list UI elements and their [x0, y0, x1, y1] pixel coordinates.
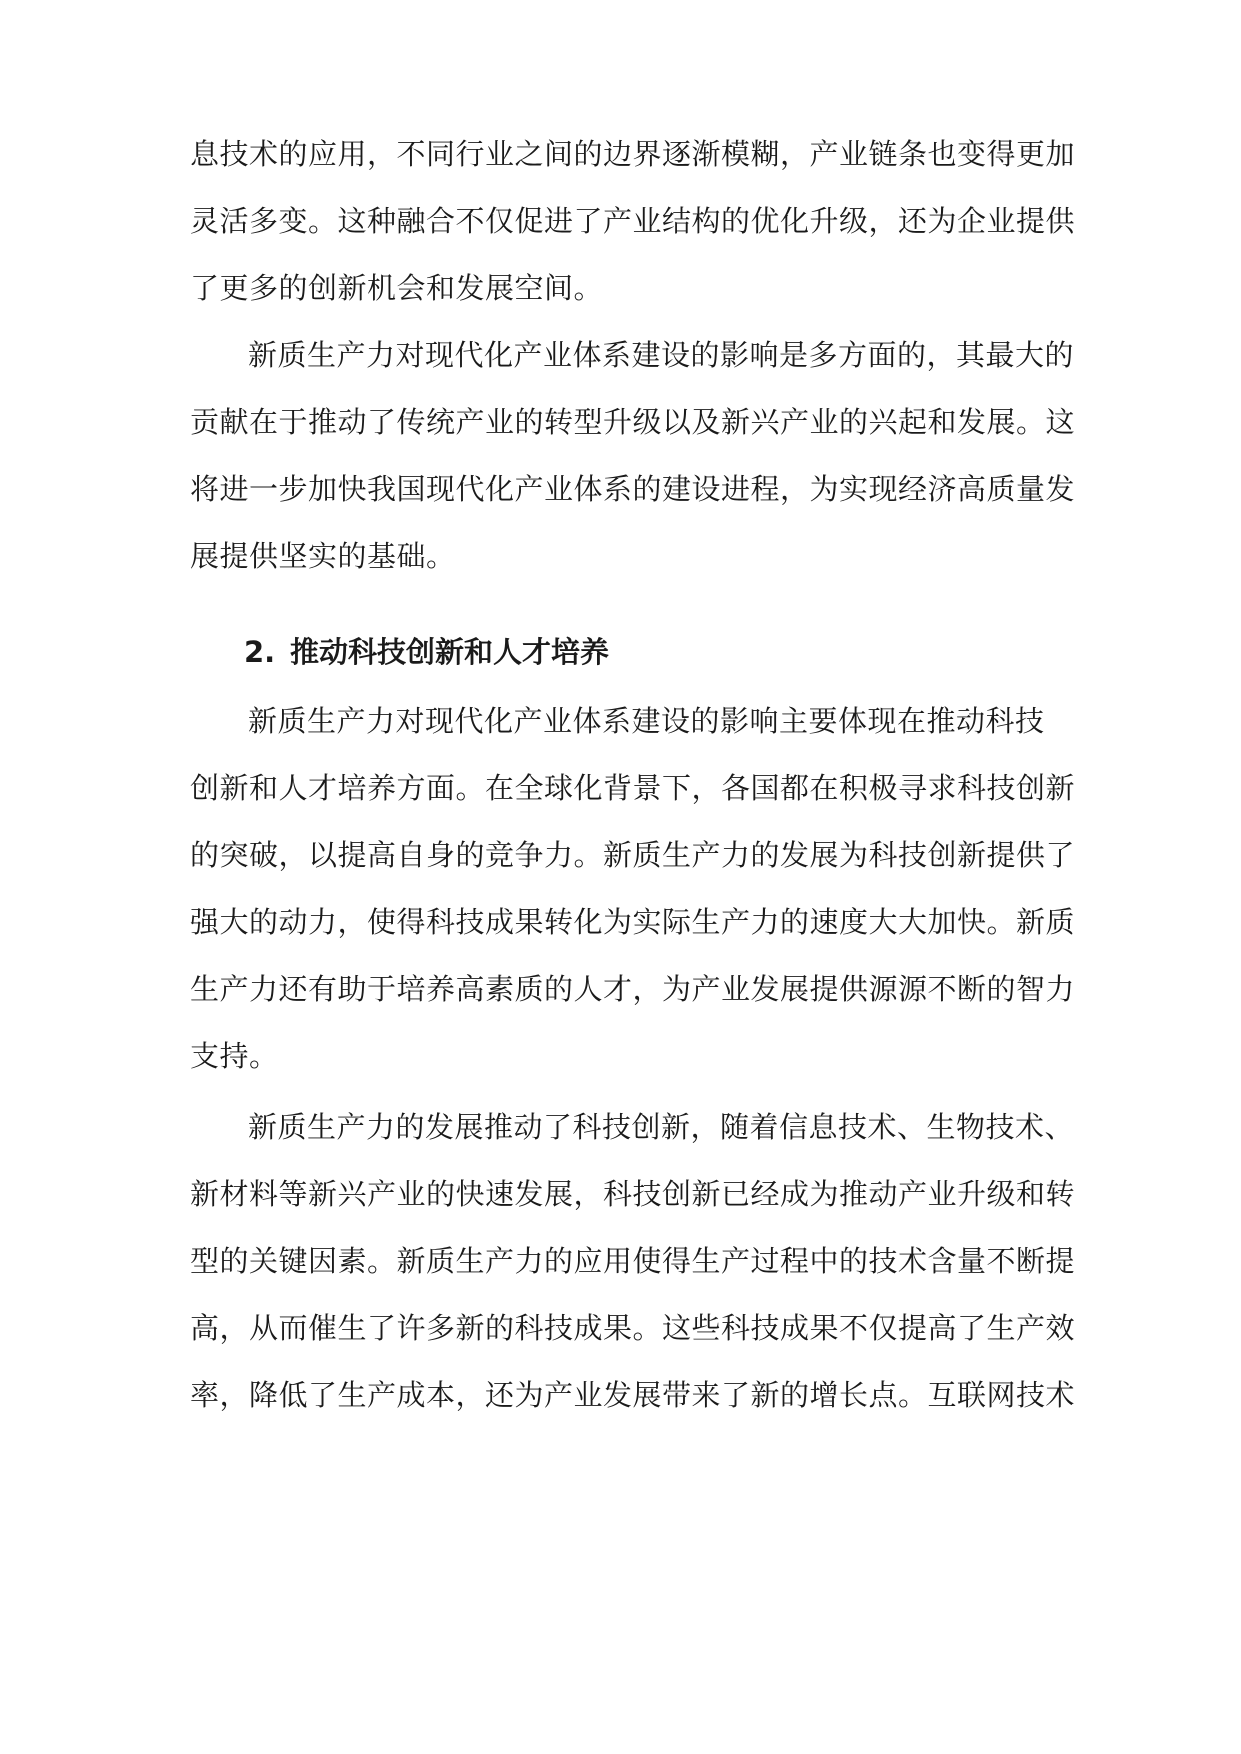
paragraph-line: 了更多的创新机会和发展空间。	[190, 271, 604, 305]
paragraph-line: 展提供坚实的基础。	[190, 539, 456, 573]
paragraph-line: 强大的动力，使得科技成果转化为实际生产力的速度大大加快。新质	[190, 905, 1076, 939]
paragraph-line: 息技术的应用，不同行业之间的边界逐渐模糊，产业链条也变得更加	[190, 137, 1076, 171]
paragraph-line: 灵活多变。这种融合不仅促进了产业结构的优化升级，还为企业提供	[190, 204, 1076, 238]
paragraph-line: 贡献在于推动了传统产业的转型升级以及新兴产业的兴起和发展。这	[190, 405, 1076, 439]
paragraph-line: 生产力还有助于培养高素质的人才，为产业发展提供源源不断的智力	[190, 972, 1076, 1006]
paragraph-line: 支持。	[190, 1039, 279, 1073]
section-number: 2.	[244, 635, 276, 669]
section-title: 推动科技创新和人才培养	[290, 635, 610, 669]
section-heading	[244, 634, 609, 670]
paragraph-line: 新质生产力的发展推动了科技创新，随着信息技术、生物技术、	[248, 1110, 1075, 1144]
paragraph-line: 率，降低了生产成本，还为产业发展带来了新的增长点。互联网技术	[190, 1378, 1076, 1412]
paragraph-line: 的突破，以提高自身的竞争力。新质生产力的发展为科技创新提供了	[190, 838, 1076, 872]
paragraph-line: 新质生产力对现代化产业体系建设的影响主要体现在推动科技	[248, 704, 1045, 738]
paragraph-line: 新材料等新兴产业的快速发展，科技创新已经成为推动产业升级和转	[190, 1177, 1076, 1211]
paragraph-line: 型的关键因素。新质生产力的应用使得生产过程中的技术含量不断提	[190, 1244, 1076, 1278]
paragraph-line: 将进一步加快我国现代化产业体系的建设进程，为实现经济高质量发	[190, 472, 1076, 506]
paragraph-line: 创新和人才培养方面。在全球化背景下，各国都在积极寻求科技创新	[190, 771, 1076, 805]
paragraph-line: 高，从而催生了许多新的科技成果。这些科技成果不仅提高了生产效	[190, 1311, 1076, 1345]
paragraph-line: 新质生产力对现代化产业体系建设的影响是多方面的，其最大的	[248, 338, 1075, 372]
